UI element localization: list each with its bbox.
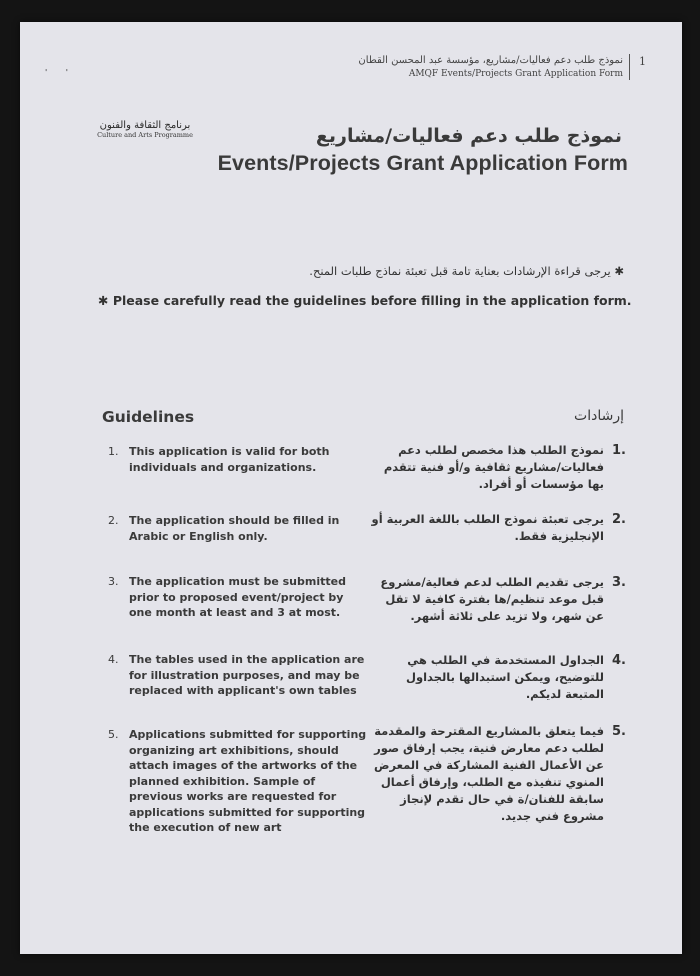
guideline-item-en [108,513,370,544]
item-number: .1 [612,443,626,458]
document-page [20,22,682,954]
item-text: نموذج الطلب هذا مخصص لطلب دعم فعاليات/مشاريع ثقافية و/أو فنية تتقدم بها مؤسسات أو أفراد. [383,443,604,491]
item-text: يرجى تقديم الطلب لدعم فعالية/مشروع قبل موعد تنظيم/ها بفترة كافية لا تقل عن شهر، ولا تزيد على ثلاثة أشهر. [380,575,604,623]
item-text: يرجى تعبئة نموذج الطلب باللغة العربية أو الإنجليزية فقط. [371,512,604,543]
running-header-arabic: نموذج طلب دعم فعاليات/مشاريع، مؤسسة عبد المحسن القطان [358,55,623,66]
guidelines-heading-arabic: إرشادات [574,408,624,424]
guideline-item-ar [366,652,626,703]
item-text: The application should be filled in Arabic or English only. [129,514,340,543]
title-english: Events/Projects Grant Application Form [217,151,628,175]
scan-specks: ' ' [45,68,76,77]
item-number: 1. [108,445,119,458]
item-number: .2 [612,512,626,527]
guideline-item-en [108,574,370,621]
guideline-item-ar [366,723,626,825]
item-number: .4 [612,653,626,668]
guideline-item-ar [366,511,626,545]
notice-arabic: ✱ يرجى قراءة الإرشادات بعناية تامة قبل تعبئة نماذج طلبات المنح. [309,264,624,278]
item-text: The application must be submitted prior to proposed event/project by one month at least and 3 at most. [129,575,346,619]
guideline-item-ar [366,574,626,625]
programme-logo [90,120,200,139]
item-text: The tables used in the application are for illustration purposes, and may be replaced with applicant's own tables [129,653,365,697]
logo-english: Culture and Arts Programme [97,131,193,139]
notice-english: ✱ Please carefully read the guidelines before filling in the application form. [98,293,632,308]
guideline-item-en [108,444,370,475]
item-text: الجداول المستخدمة في الطلب هي للتوضيح، ويمكن استبدالها بالجداول المتبعة لديكم. [405,653,604,701]
guideline-item-en [108,727,370,836]
running-header [323,54,630,80]
item-number: 4. [108,653,119,666]
guideline-item-en [108,652,370,699]
title-arabic: نموذج طلب دعم فعاليات/مشاريع [315,125,622,147]
item-text: Applications submitted for supporting organizing art exhibitions, should attach images of the artworks of the planned exhibition. Sample of previous works are requested for applications submitted for supporting the execution of new art [129,728,367,834]
item-number: .5 [612,724,626,739]
item-number: 3. [108,575,119,588]
item-number: 2. [108,514,119,527]
item-number: .3 [612,575,626,590]
guideline-item-ar [366,442,626,493]
item-number: 5. [108,728,119,741]
item-text: This application is valid for both individuals and organizations. [129,445,330,474]
guidelines-heading-english: Guidelines [102,408,195,426]
logo-arabic: برنامج الثقافة والفنون [99,120,191,131]
running-header-english: AMQF Events/Projects Grant Application Form [408,69,623,79]
page-number: 1 [639,55,646,68]
item-text: فيما يتعلق بالمشاريع المقترحة والمقدمة لطلب دعم معارض فنية، يجب إرفاق صور عن الأعمال الفنية المشاركة في المعرض المنوي تنفيذه مع الطلب، وإرفاق أعمال سابقة للفنان/ة في حال تقدم لإنجاز مشروع فني جديد. [373,724,604,823]
